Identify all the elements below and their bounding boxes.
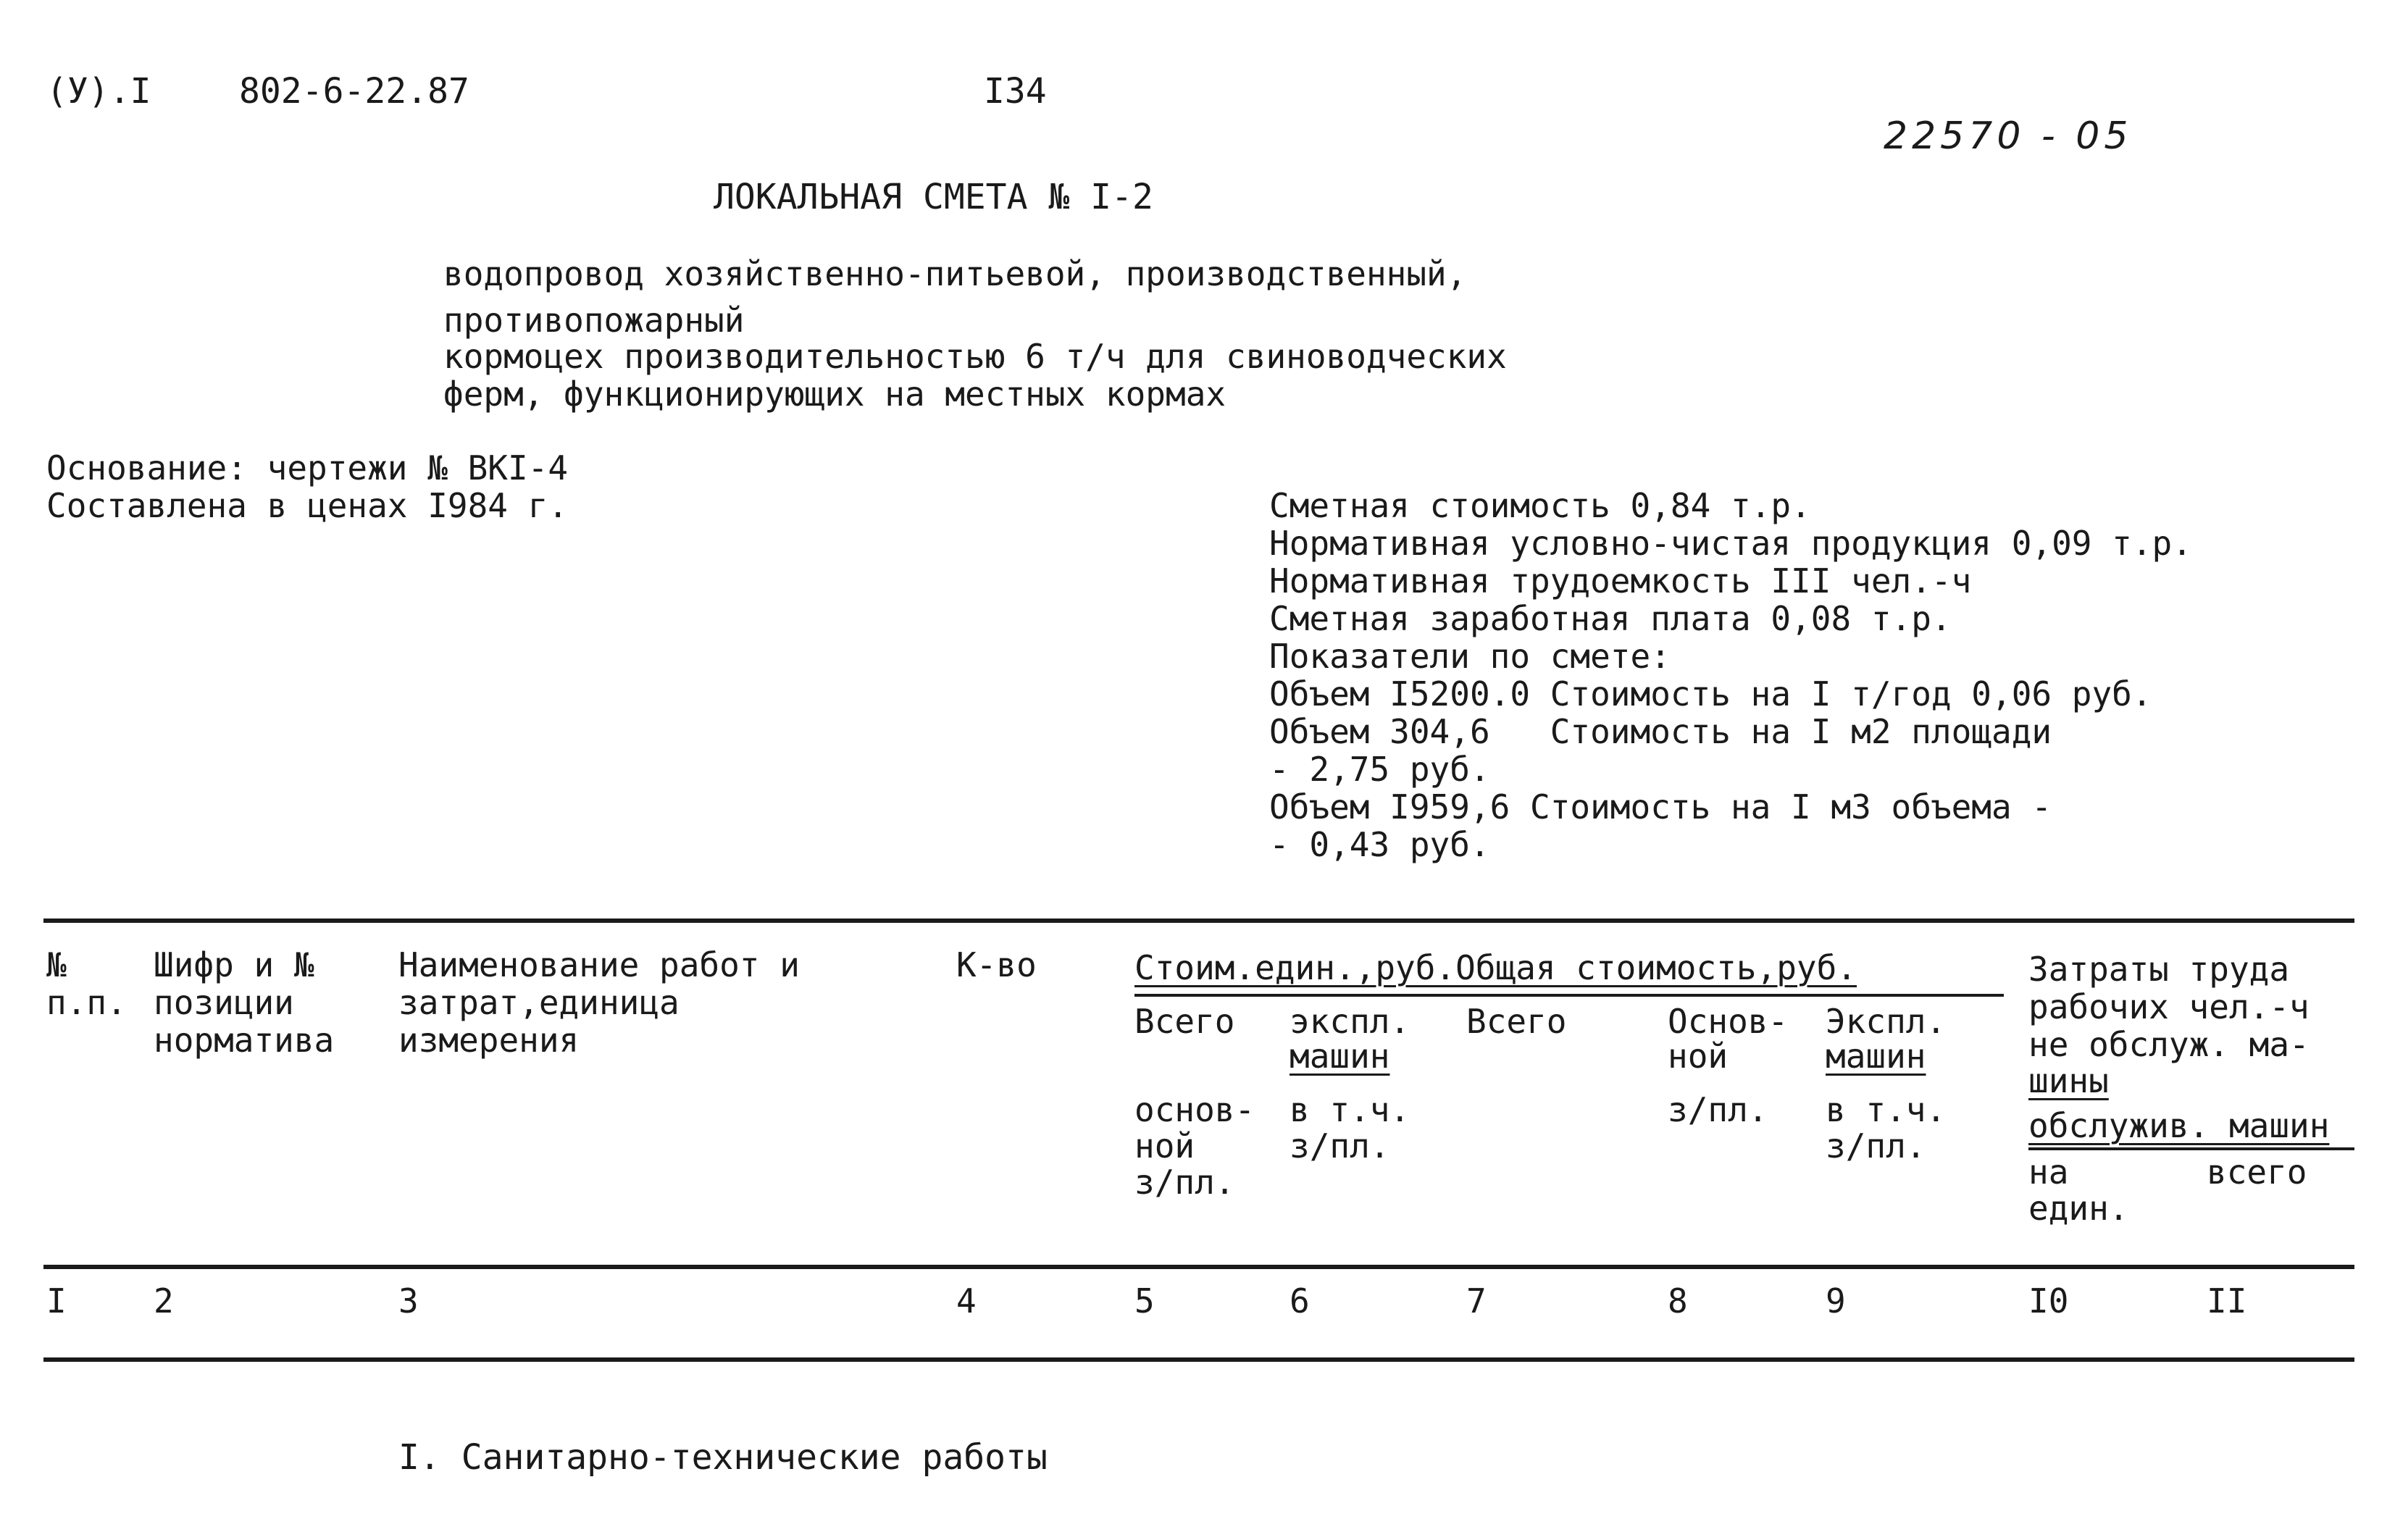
col-header-number: № — [46, 945, 67, 984]
group-header-rule — [1134, 994, 2004, 997]
section-title: I. Санитарно-технические работы — [398, 1437, 1048, 1478]
column-number: 2 — [154, 1281, 174, 1321]
col-header-labor: не обслуж. ма- — [2028, 1025, 2310, 1064]
page-number: I34 — [984, 71, 1047, 112]
table-top-rule — [43, 918, 2354, 923]
col-header-quantity: К-во — [956, 945, 1037, 984]
col-header-total-base-wage: з/пл. — [1668, 1090, 1768, 1129]
column-number: 6 — [1290, 1281, 1310, 1321]
header-bottom-rule — [43, 1265, 2354, 1269]
column-number: 3 — [398, 1281, 419, 1321]
col-header-labor: шины — [2028, 1061, 2109, 1100]
col-header-unit-machine-wage: з/пл. — [1290, 1126, 1390, 1166]
col-header-unit-base-wage: з/пл. — [1134, 1163, 1235, 1202]
column-number: 9 — [1826, 1281, 1846, 1321]
column-number: I — [46, 1281, 67, 1321]
summary-line: Нормативная трудоемкость III чел.-ч — [1269, 561, 1972, 600]
col-header-total-machine-wage: з/пл. — [1826, 1126, 1926, 1166]
handwritten-id: 22570 - 05 — [1884, 114, 2133, 158]
col-header-number: п.п. — [46, 983, 127, 1022]
col-header-labor-per-unit: един. — [2028, 1189, 2129, 1228]
col-header-labor-per-unit: на — [2028, 1152, 2069, 1192]
col-header-unit-total: Всего — [1134, 1002, 1235, 1041]
basis-line: Основание: чертежи № ВКI-4 — [46, 448, 569, 487]
col-header-unit-machines: машин — [1290, 1037, 1390, 1076]
description-line: кормоцех производительностью 6 т/ч для свиноводческих — [443, 337, 1507, 376]
summary-line: Сметная стоимость 0,84 т.р. — [1269, 486, 1811, 525]
col-header-labor: Затраты труда — [2028, 950, 2290, 989]
summary-line: Нормативная условно-чистая продукция 0,09 т.р. — [1269, 524, 2192, 563]
description-line: водопровод хозяйственно-питьевой, производственный, — [443, 254, 1467, 293]
description-line: ферм, функционирующих на местных кормах — [443, 374, 1226, 414]
summary-line: - 2,75 руб. — [1269, 750, 1490, 789]
col-header-total-machines: Экспл. — [1826, 1002, 1947, 1041]
document-code: 802-6-22.87 — [239, 71, 469, 112]
col-header-unit-base-wage: ной — [1134, 1126, 1195, 1166]
col-header-name: измерения — [398, 1021, 580, 1060]
column-number: 5 — [1134, 1281, 1155, 1321]
column-number: 7 — [1466, 1281, 1487, 1321]
summary-line: Объем I959,6 Стоимость на I м3 объема - — [1269, 787, 2052, 827]
col-header-labor: рабочих чел.-ч — [2028, 987, 2310, 1026]
page-title: ЛОКАЛЬНАЯ СМЕТА № I-2 — [714, 177, 1153, 217]
col-header-total-machines: машин — [1826, 1037, 1926, 1076]
col-group-header-cost: Стоим.един.,руб.Общая стоимость,руб. — [1134, 948, 1857, 987]
col-header-total-base-wage: ной — [1668, 1037, 1729, 1076]
labor-header-rule — [2028, 1147, 2354, 1150]
column-number: 8 — [1668, 1281, 1688, 1321]
col-header-code: позиции — [154, 983, 294, 1022]
summary-line: Показатели по смете: — [1269, 637, 1671, 676]
series-label: (У).I — [46, 71, 151, 112]
summary-line: Сметная заработная плата 0,08 т.р. — [1269, 599, 1952, 638]
column-number: I0 — [2028, 1281, 2069, 1321]
col-header-total-base-wage: Основ- — [1668, 1002, 1789, 1041]
col-header-name: затрат,единица — [398, 983, 680, 1022]
price-year-line: Составлена в ценах I984 г. — [46, 486, 569, 525]
col-header-labor-total: всего — [2207, 1152, 2307, 1192]
col-header-name: Наименование работ и — [398, 945, 800, 984]
col-header-total-cost: Всего — [1466, 1002, 1567, 1041]
col-header-labor-machines: обслужив. машин — [2028, 1106, 2330, 1145]
summary-line: Объем I5200.0 Стоимость на I т/год 0,06 руб. — [1269, 674, 2152, 713]
col-header-unit-machine-wage: в т.ч. — [1290, 1090, 1410, 1129]
summary-line: Объем 304,6 Стоимость на I м2 площади — [1269, 712, 2052, 751]
column-number: II — [2207, 1281, 2247, 1321]
description-line: противопожарный — [443, 301, 745, 340]
col-header-code: Шифр и № — [154, 945, 314, 984]
col-header-unit-base-wage: основ- — [1134, 1090, 1255, 1129]
col-header-code: норматива — [154, 1021, 335, 1060]
summary-line: - 0,43 руб. — [1269, 825, 1490, 864]
numbers-bottom-rule — [43, 1357, 2354, 1362]
column-number: 4 — [956, 1281, 977, 1321]
col-header-unit-machines: экспл. — [1290, 1002, 1410, 1041]
col-header-total-machine-wage: в т.ч. — [1826, 1090, 1947, 1129]
